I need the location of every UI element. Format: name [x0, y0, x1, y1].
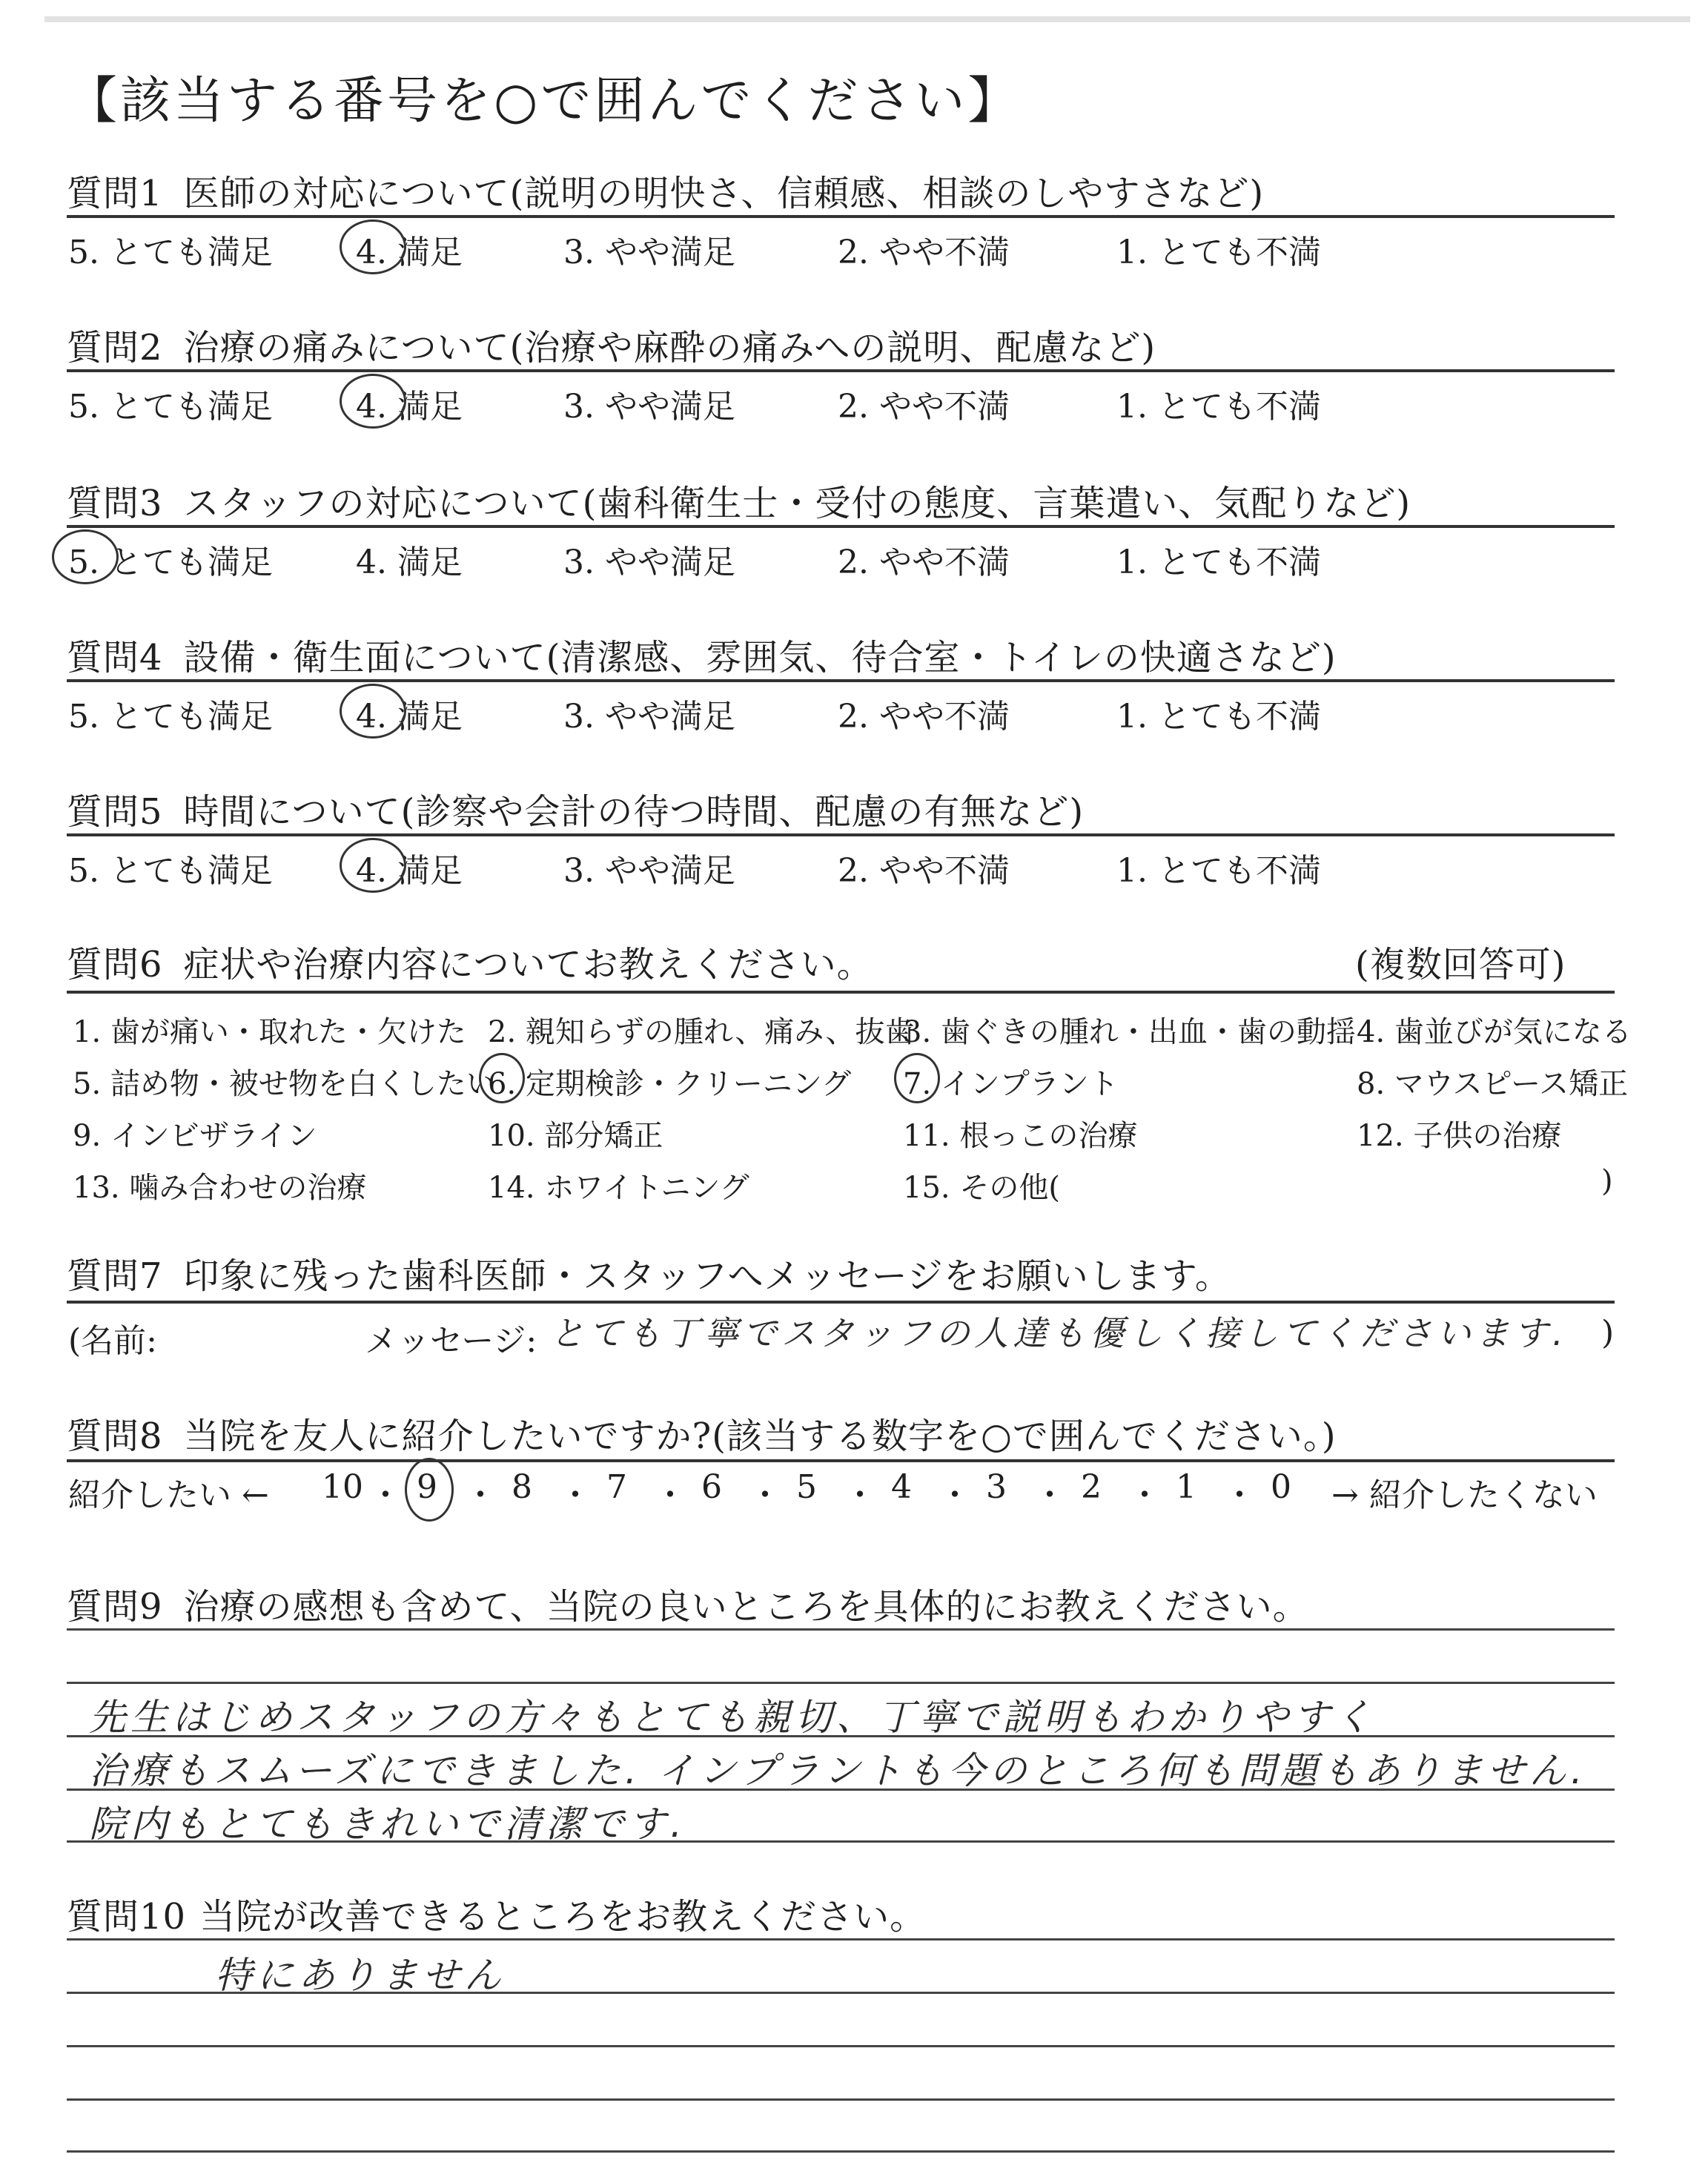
question-text: 治療の痛みについて(治療や麻酔の痛みへの説明、配慮など)	[183, 327, 1156, 369]
scale-separator: ・	[369, 1476, 402, 1514]
scale-separator: ・	[1128, 1476, 1161, 1514]
question-number: 質問5	[67, 791, 163, 833]
symptom-option[interactable]: 12. 子供の治療	[1357, 1119, 1562, 1153]
question-3-heading	[67, 475, 1411, 526]
scale-value[interactable]: 9	[417, 1468, 437, 1506]
question-text: 印象に残った歯科医師・スタッフへメッセージをお願いします。	[183, 1255, 1231, 1297]
symptom-option[interactable]: 10. 部分矯正	[488, 1119, 663, 1153]
rating-option[interactable]: 2. やや不満	[838, 852, 1010, 890]
question-text: 症状や治療内容についてお教えください。	[183, 944, 873, 985]
selected-circle	[340, 838, 406, 893]
symptom-option[interactable]: 8. マウスピース矯正	[1357, 1067, 1629, 1101]
answer-line	[67, 2098, 1615, 2101]
symptom-option[interactable]: 4. 歯並びが気になる	[1357, 1015, 1632, 1049]
symptom-option[interactable]: 15. その他(	[903, 1171, 1060, 1205]
symptom-option[interactable]: 3. 歯ぐきの腫れ・出血・歯の動揺	[903, 1015, 1356, 1049]
question-text: 医師の対応について(説明の明快さ、信頼感、相談のしやすさなど)	[183, 173, 1265, 214]
selected-circle	[894, 1053, 940, 1103]
rating-option[interactable]: 5. とても満足	[68, 544, 273, 581]
question-2-heading	[67, 319, 1156, 370]
answer-line	[67, 1682, 1615, 1684]
rating-option[interactable]: 4. 満足	[356, 544, 463, 581]
divider	[67, 369, 1615, 372]
divider	[67, 679, 1615, 682]
rating-option[interactable]: 3. やや満足	[563, 852, 735, 890]
rating-option[interactable]: 5. とても満足	[68, 698, 273, 736]
not-recommend-label: → 紹介したくない	[1331, 1476, 1598, 1514]
question-number: 質問7	[67, 1255, 163, 1297]
rating-option[interactable]: 3. やや満足	[563, 388, 735, 426]
answer-line	[67, 2045, 1615, 2047]
rating-option[interactable]: 2. やや不満	[838, 698, 1010, 736]
rating-option[interactable]: 1. とても不満	[1116, 544, 1321, 581]
divider	[67, 215, 1615, 218]
close-paren: )	[1601, 1164, 1613, 1198]
scale-value[interactable]: 7	[606, 1468, 627, 1506]
question-number: 質問9	[67, 1586, 163, 1628]
answer-line	[67, 2150, 1615, 2153]
question-text: 当院を友人に紹介したいですか?(該当する数字を○で囲んでください。)	[183, 1416, 1337, 1457]
divider	[67, 525, 1615, 528]
page-title: 【該当する番号を○で囲んでください】	[67, 72, 1022, 131]
symptom-option[interactable]: 9. インビザライン	[73, 1119, 317, 1153]
question-text: 治療の感想も含めて、当院の良いところを具体的にお教えください。	[183, 1586, 1309, 1628]
question-1-heading	[67, 165, 1264, 216]
close-paren: )	[1601, 1314, 1615, 1352]
selected-circle	[52, 529, 119, 584]
rating-option[interactable]: 2. やや不満	[838, 234, 1010, 271]
handwritten-message: とても丁寧でスタッフの人達も優しく接してくださいます.	[550, 1313, 1568, 1353]
multiple-answer-note: (複数回答可)	[1355, 944, 1566, 985]
selected-circle	[340, 374, 406, 429]
rating-option[interactable]: 1. とても不満	[1116, 234, 1321, 271]
rating-option[interactable]: 2. やや不満	[838, 388, 1010, 426]
question-10-heading	[67, 1888, 926, 1939]
handwritten-answer-line: 特にありません	[215, 1954, 506, 1997]
question-number: 質問6	[67, 944, 163, 985]
symptom-option[interactable]: 1. 歯が痛い・取れた・欠けた	[73, 1015, 466, 1049]
rating-option[interactable]: 4. 満足	[356, 388, 463, 426]
scale-separator: ・	[1033, 1476, 1066, 1514]
selected-circle	[479, 1053, 525, 1103]
question-8-heading	[67, 1407, 1337, 1459]
selected-circle	[340, 684, 406, 739]
question-text: スタッフの対応について(歯科衛生士・受付の態度、言葉遣い、気配りなど)	[183, 483, 1411, 524]
divider	[67, 833, 1615, 836]
question-5-heading	[67, 783, 1084, 834]
name-label: (名前:	[68, 1322, 157, 1360]
scale-separator: ・	[1223, 1476, 1256, 1514]
recommend-label: 紹介したい ←	[68, 1476, 269, 1514]
answer-line	[67, 1938, 1615, 1941]
rating-option[interactable]: 5. とても満足	[68, 234, 273, 271]
rating-option[interactable]: 3. やや満足	[563, 234, 735, 271]
question-number: 質問3	[67, 483, 163, 524]
symptom-option[interactable]: 11. 根っこの治療	[903, 1119, 1138, 1153]
question-7-heading	[67, 1247, 1231, 1298]
scale-value[interactable]: 6	[701, 1468, 722, 1506]
answer-line	[67, 1628, 1615, 1631]
question-text: 設備・衛生面について(清潔感、雰囲気、待合室・トイレの快適さなど)	[183, 637, 1337, 678]
question-number: 質問4	[67, 637, 163, 678]
scale-value[interactable]: 3	[986, 1468, 1007, 1506]
scale-value[interactable]: 2	[1081, 1468, 1102, 1506]
symptom-option[interactable]: 14. ホワイトニング	[488, 1171, 749, 1205]
question-number: 質問8	[67, 1416, 163, 1457]
symptom-option[interactable]: 13. 噛み合わせの治療	[73, 1171, 367, 1205]
rating-option[interactable]: 3. やや満足	[563, 698, 735, 736]
question-6-heading	[67, 936, 873, 987]
handwritten-answer-line: 治療もスムーズにできました. インプラントも今のところ何も問題もありません.	[89, 1749, 1587, 1792]
scale-value[interactable]: 0	[1271, 1468, 1291, 1506]
divider	[67, 991, 1615, 994]
rating-option[interactable]: 3. やや満足	[563, 544, 735, 581]
rating-option[interactable]: 1. とても不満	[1116, 388, 1321, 426]
question-number: 質問10	[67, 1896, 187, 1938]
rating-option[interactable]: 2. やや不満	[838, 544, 1010, 581]
selected-circle	[340, 219, 406, 274]
scale-separator: ・	[654, 1476, 686, 1514]
scale-separator: ・	[749, 1476, 781, 1514]
rating-option[interactable]: 1. とても不満	[1116, 852, 1321, 890]
question-4-heading	[67, 629, 1337, 680]
divider	[67, 1459, 1615, 1462]
scale-value[interactable]: 10	[322, 1468, 363, 1506]
handwritten-answer-line: 先生はじめスタッフの方々もとても親切、丁寧で説明もわかりやすく	[89, 1696, 1376, 1739]
divider	[67, 1301, 1615, 1304]
message-label: メッセージ:	[365, 1322, 537, 1360]
question-text: 当院が改善できるところをお教えください。	[199, 1896, 927, 1938]
selected-circle	[405, 1458, 454, 1522]
scale-separator: ・	[559, 1476, 592, 1514]
rating-option[interactable]: 5. とても満足	[68, 388, 273, 426]
symptom-option[interactable]: 5. 詰め物・被せ物を白くしたい	[73, 1067, 496, 1101]
rating-option[interactable]: 5. とても満足	[68, 852, 273, 890]
scale-value[interactable]: 4	[891, 1468, 912, 1506]
handwritten-answer-line: 院内もとてもきれいで清潔です.	[89, 1803, 686, 1846]
rating-option[interactable]: 1. とても不満	[1116, 698, 1321, 736]
rating-option[interactable]: 4. 満足	[356, 852, 463, 890]
top-border	[44, 16, 1690, 22]
question-text: 時間について(診察や会計の待つ時間、配慮の有無など)	[183, 791, 1085, 833]
rating-option[interactable]: 4. 満足	[356, 234, 463, 271]
question-number: 質問2	[67, 327, 163, 369]
scale-value[interactable]: 1	[1176, 1468, 1196, 1506]
scale-separator: ・	[939, 1476, 971, 1514]
symptom-option[interactable]: 7. インプラント	[903, 1067, 1119, 1101]
scale-separator: ・	[844, 1476, 876, 1514]
symptom-option[interactable]: 2. 親知らずの腫れ、痛み、抜歯	[488, 1015, 915, 1049]
scale-value[interactable]: 8	[512, 1468, 532, 1506]
question-number: 質問1	[67, 173, 163, 214]
question-9-heading	[67, 1578, 1309, 1629]
rating-option[interactable]: 4. 満足	[356, 698, 463, 736]
symptom-option[interactable]: 6. 定期検診・クリーニング	[488, 1067, 852, 1101]
scale-separator: ・	[464, 1476, 497, 1514]
scale-value[interactable]: 5	[796, 1468, 817, 1506]
